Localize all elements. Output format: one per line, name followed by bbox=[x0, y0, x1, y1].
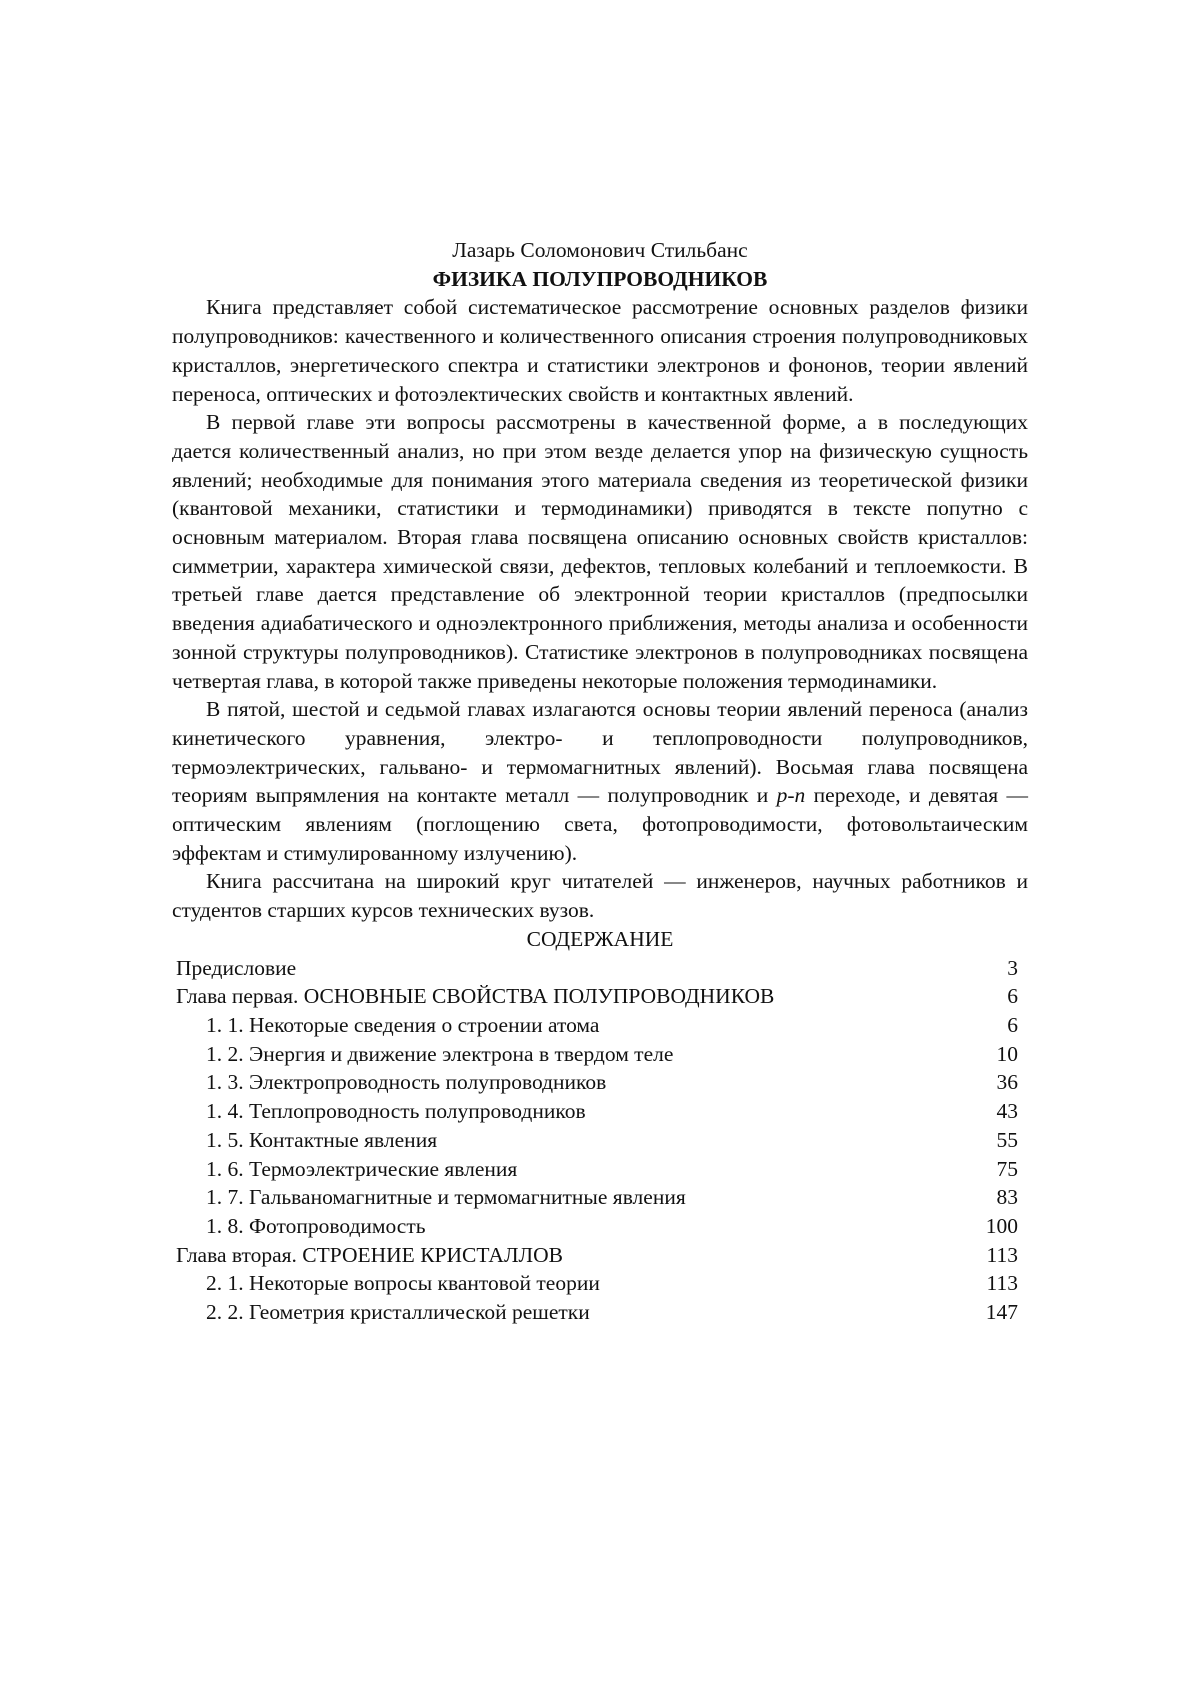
toc-section-row bbox=[172, 1126, 1028, 1155]
toc-entry-title: 1. 1. Некоторые сведения о строении атома bbox=[206, 1012, 600, 1037]
toc-entry-title: 1. 5. Контактные явления bbox=[206, 1127, 438, 1152]
toc-section-row bbox=[172, 1097, 1028, 1126]
toc-entry-title: Предисловие bbox=[176, 955, 297, 980]
author-name: Лазарь Соломонович Стильбанс bbox=[452, 238, 748, 262]
toc-page-number: 10 bbox=[996, 1041, 1018, 1066]
toc-page-number: 3 bbox=[1007, 955, 1018, 980]
annotation-paragraph-3 bbox=[172, 695, 1028, 867]
toc-entry-title: 2. 1. Некоторые вопросы квантовой теории bbox=[206, 1271, 600, 1296]
page-content bbox=[172, 236, 1028, 1327]
toc-page-number: 113 bbox=[986, 1242, 1018, 1267]
toc-page-number: 6 bbox=[1007, 1012, 1018, 1037]
toc-entry-title: 1. 4. Теплопроводность полупроводников bbox=[206, 1099, 586, 1124]
paragraph-3-text-after: переходе, и девятая — оптическим явлениям (поглощению света, фотопроводимости, фотовольтаическим эффектам и стимулированному излучению). bbox=[172, 783, 1028, 865]
paragraph-3-text-before: В пятой, шестой и седьмой главах излагаются основы теории явлений переноса (анализ кинетического уравнения, электро- и теплопроводности полупроводников, термоэлектрических, гальвано- и термомагнитных явлений). Восьмая глава посвящена теориям выпрямления на контакте металл — полупроводник и bbox=[172, 697, 1028, 808]
book-title: ФИЗИКА ПОЛУПРОВОДНИКОВ bbox=[432, 266, 768, 291]
contents-heading: СОДЕРЖАНИЕ bbox=[526, 926, 674, 951]
annotation-paragraph-2: В первой главе эти вопросы рассмотрены в качественной форме, а в последующих дается количественный анализ, но при этом везде делается упор на физическую сущность явлений; необходимые для понимания этого материала сведения из теоретической физики (квантовой механики, статистики и термодинамики) приводятся в тексте попутно с основным материалом. Вторая глава посвящена описанию основных свойств кристаллов: симметрии, характера химической связи, дефектов, тепловых колебаний и теплоемкости. В третьей главе дается представление об электронной теории кристаллов (предпосылки введения адиабатического и одноэлектронного приближения, методы анализа и особенности зонной структуры полупроводников). Статистике электронов в полупроводниках посвящена четвертая глава, в которой также приведены некоторые положения термодинамики. bbox=[172, 410, 1028, 693]
toc-page-number: 147 bbox=[985, 1300, 1018, 1325]
toc-entry-title: Глава вторая. СТРОЕНИЕ КРИСТАЛЛОВ bbox=[176, 1242, 563, 1267]
toc-section-row bbox=[172, 1269, 1028, 1298]
toc-section-row bbox=[172, 1068, 1028, 1097]
toc-section-row bbox=[172, 1183, 1028, 1212]
toc-entry-title: Глава первая. ОСНОВНЫЕ СВОЙСТВА ПОЛУПРОВОДНИКОВ bbox=[176, 984, 775, 1009]
toc-page-number: 100 bbox=[985, 1213, 1018, 1238]
toc-chapter-row bbox=[172, 1241, 1028, 1270]
annotation-paragraph-1: Книга представляет собой систематическое рассмотрение основных разделов физики полупроводников: качественного и количественного описания строения полупроводниковых кристаллов, энергетического спектра и статистики электронов и фононов, теории явлений переноса, оптических и фотоэлектических свойств и контактных явлений. bbox=[172, 295, 1028, 406]
toc-section-row bbox=[172, 1011, 1028, 1040]
toc-section-row bbox=[172, 1212, 1028, 1241]
toc-section-row bbox=[172, 1298, 1028, 1327]
toc-page-number: 55 bbox=[996, 1127, 1018, 1152]
toc-chapter-row bbox=[172, 982, 1028, 1011]
toc-entry-title: 1. 3. Электропроводность полупроводников bbox=[206, 1070, 607, 1095]
toc-page-number: 75 bbox=[996, 1156, 1018, 1181]
toc-entry-title: 2. 2. Геометрия кристаллической решетки bbox=[206, 1300, 590, 1325]
toc-entry-title: 1. 2. Энергия и движение электрона в твердом теле bbox=[206, 1041, 674, 1066]
toc-entry-title: 1. 6. Термоэлектрические явления bbox=[206, 1156, 518, 1181]
toc-chapter-row bbox=[172, 954, 1028, 983]
toc-section-row bbox=[172, 1155, 1028, 1184]
pn-junction-term: p-n bbox=[776, 783, 806, 808]
toc-page-number: 113 bbox=[986, 1271, 1018, 1296]
toc-page-number: 83 bbox=[996, 1185, 1018, 1210]
toc-page-number: 6 bbox=[1007, 984, 1018, 1009]
toc-page-number: 43 bbox=[996, 1099, 1018, 1124]
toc-entry-title: 1. 7. Гальваномагнитные и термомагнитные явления bbox=[206, 1185, 686, 1210]
toc-section-row bbox=[172, 1040, 1028, 1069]
table-of-contents bbox=[172, 954, 1028, 1327]
toc-page-number: 36 bbox=[996, 1070, 1018, 1095]
annotation-paragraph-4: Книга рассчитана на широкий круг читателей — инженеров, научных работников и студентов старших курсов технических вузов. bbox=[172, 869, 1028, 923]
toc-entry-title: 1. 8. Фотопроводимость bbox=[206, 1213, 426, 1238]
